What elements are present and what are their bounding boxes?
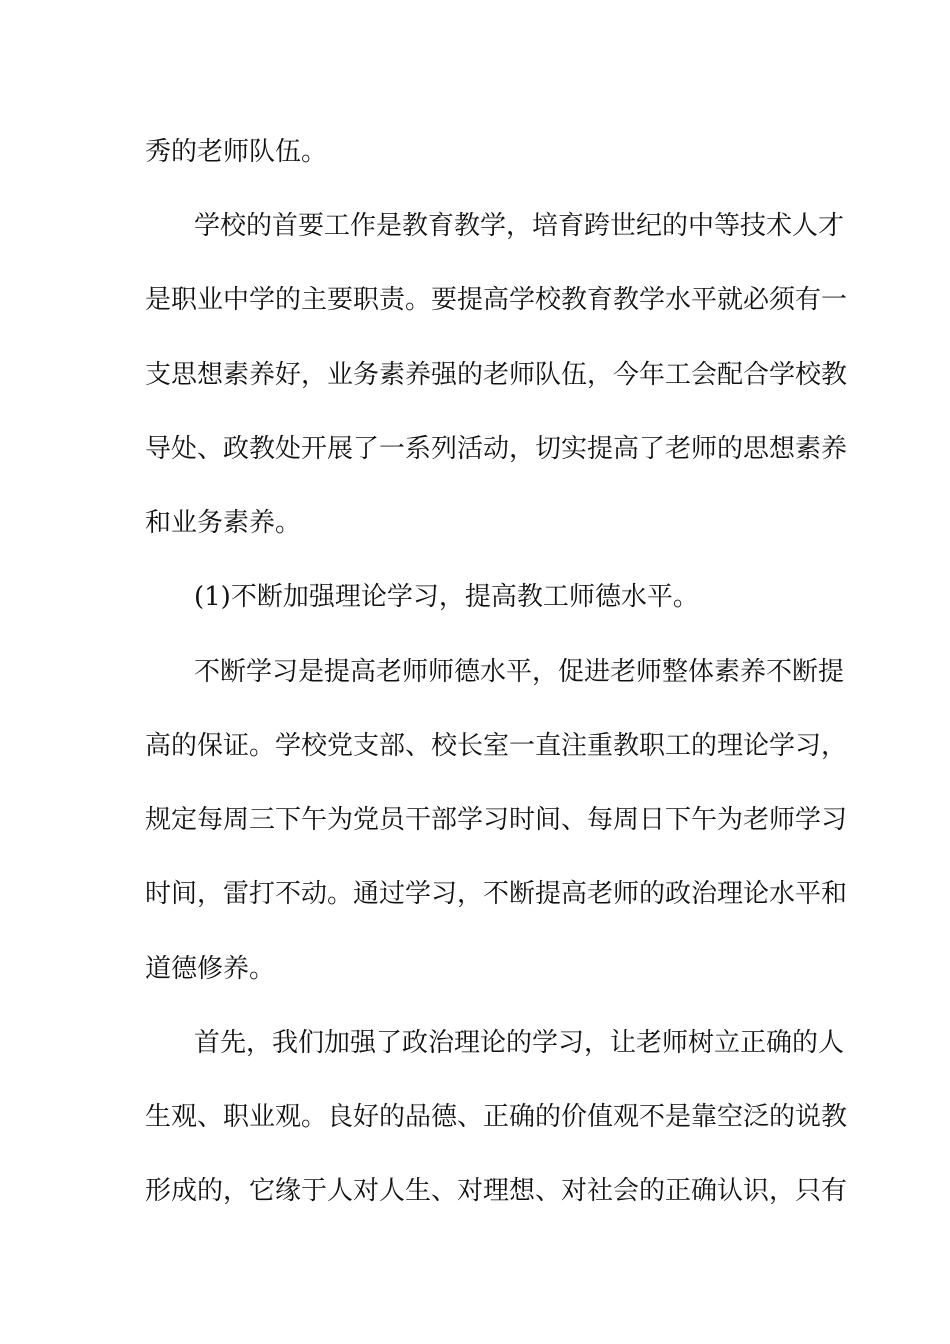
- text-line: 支思想素养好，业务素养强的老师队伍，今年工会配合学校教: [145, 360, 848, 390]
- text-line: 生观、职业观。良好的品德、正确的价值观不是靠空泛的说教: [145, 1102, 848, 1132]
- text-line: 导处、政教处开展了一系列活动，切实提高了老师的思想素养: [145, 434, 848, 464]
- text-line: 是职业中学的主要职责。要提高学校教育教学水平就必须有一: [145, 285, 848, 315]
- paragraph-first-line: 首先，我们加强了政治理论的学习，让老师树立正确的人: [194, 1028, 845, 1058]
- text-line: 道德修养。: [145, 954, 276, 984]
- text-line: 时间，雷打不动。通过学习，不断提高老师的政治理论水平和: [145, 879, 848, 909]
- section-heading: (1)不断加强理论学习，提高教工师德水平。: [194, 582, 699, 612]
- paragraph-first-line: 不断学习是提高老师师德水平，促进老师整体素养不断提: [194, 657, 845, 687]
- paragraph-first-line: 学校的首要工作是教育教学，培育跨世纪的中等技术人才: [194, 211, 845, 241]
- text-line: 高的保证。学校党支部、校长室一直注重教职工的理论学习，: [145, 731, 848, 761]
- text-line: 形成的，它缘于人对人生、对理想、对社会的正确认识，只有: [145, 1176, 848, 1206]
- text-line: 规定每周三下午为党员干部学习时间、每周日下午为老师学习: [145, 805, 848, 835]
- text-line: 秀的老师队伍。: [145, 137, 328, 167]
- text-line: 和业务素养。: [145, 508, 302, 538]
